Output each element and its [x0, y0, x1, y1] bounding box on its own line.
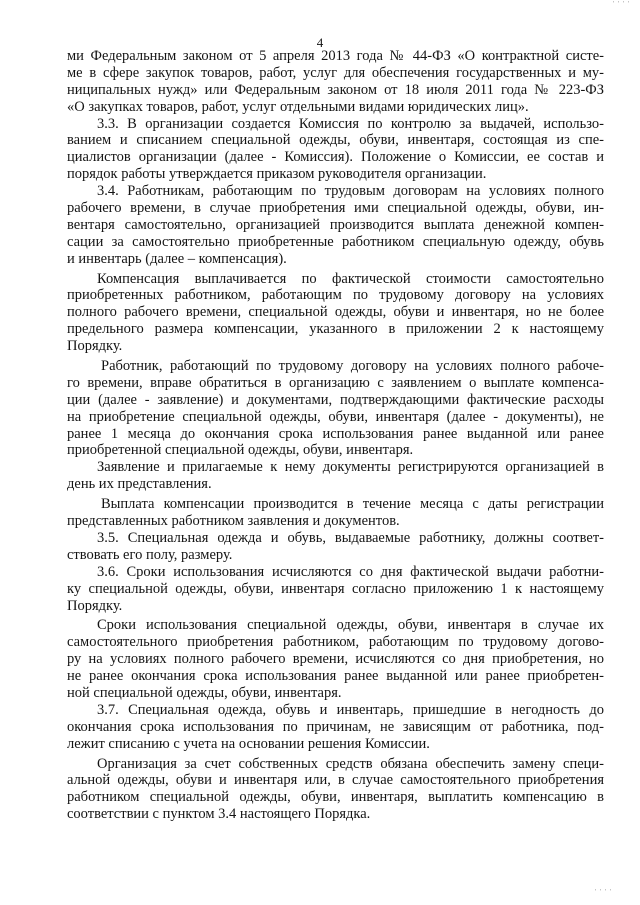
text-line: лежит списанию с учета на основании решения Комиссии.	[67, 735, 430, 752]
text-line: не ранее окончания срока использования ранее выданной или ранее приобретен-	[67, 668, 604, 685]
page-number: 4	[316, 35, 324, 50]
text-line: ми Федеральным законом от 5 апреля 2013 года № 44-ФЗ «О контрактной систе-	[67, 48, 604, 64]
text-line: работником специальной одежды, обуви, инвентаря, выплатить компенсацию в	[67, 789, 604, 806]
text-line: ствовать его полу, размеру.	[67, 546, 233, 563]
text-line: приобретенных работником, работающим по трудовому договору на условиях	[67, 287, 604, 304]
paragraph-payment-term	[67, 496, 604, 530]
text-line: представленных работником заявления и документов.	[67, 513, 400, 530]
text-line: самостоятельного приобретения работником, работающим по трудовому догово-	[67, 634, 604, 651]
text-line: циалистов организации (далее - Комиссия). Положение о Комиссии, ее состав и	[67, 149, 604, 166]
corner-scan-mark: ' ' ' '	[594, 888, 612, 896]
text-line: предельного размера компенсации, указанного в приложении 2 к настоящему	[67, 321, 604, 338]
paragraph-3-5	[67, 530, 604, 564]
text-line: ниципальных нужд» или Федеральным законом от 18 июля 2011 года № 223-ФЗ	[67, 81, 604, 98]
text-line: Порядку.	[67, 597, 123, 614]
paragraph-usage-terms	[67, 617, 604, 701]
text-line: окончания срока использования по причинам, не зависящим от работника, под-	[67, 718, 604, 735]
paragraph-continuation	[67, 48, 604, 116]
text-line: «О закупках товаров, работ, услуг отдельными видами юридических лиц».	[67, 98, 529, 115]
paragraph-replacement	[67, 756, 604, 824]
text-line: ции (далее - заявление) и документами, подтверждающими фактические расходы	[67, 391, 604, 408]
document-body	[67, 48, 604, 823]
text-line: альной одежды, обуви и инвентаря или, в случае самостоятельного приобретения	[67, 772, 604, 789]
text-line: вентаря самостоятельно, организацией производится выплата денежной компен-	[67, 216, 604, 233]
paragraph-3-6	[67, 564, 604, 615]
text-line: на приобретение специальной одежды, обуви, инвентаря (далее - документы), не	[67, 408, 604, 425]
paragraph-compensation	[67, 271, 604, 355]
text-line: порядок работы утверждается приказом руководителя организации.	[67, 166, 487, 183]
text-line: ку специальной одежды, обуви, инвентаря согласно приложению 1 к настоящему	[67, 580, 604, 597]
text-line: и инвентарь (далее – компенсация).	[67, 250, 287, 267]
text-line: Работник, работающий по трудовому договору на условиях полного рабоче-	[101, 358, 604, 375]
text-line: 3.6. Сроки использования исчисляются со дня фактической выдачи работни-	[97, 563, 604, 580]
text-line: рабочего времени, в случае приобретения ими специальной одежды, обуви, ин-	[67, 200, 604, 217]
text-line: ме в сфере закупок товаров, работ, услуг для обеспечения государственных и му-	[67, 64, 604, 81]
text-line: 3.4. Работникам, работающим по трудовым договорам на условиях полного	[97, 183, 604, 200]
paragraph-employee-application	[67, 358, 604, 459]
text-line: Порядку.	[67, 338, 123, 355]
text-line: ру на условиях полного рабочего времени, исчисляются со дня приобретения, но	[67, 651, 604, 668]
paragraph-registration	[67, 459, 604, 493]
text-line: 3.5. Специальная одежда и обувь, выдаваемые работнику, должны соответ-	[97, 529, 604, 546]
text-line: ванием и списанием специальной одежды, обуви, инвентаря, состоящая из спе-	[67, 132, 604, 149]
text-line: Выплата компенсации производится в течение месяца с даты регистрации	[101, 496, 604, 513]
text-line: 3.7. Специальная одежда, обувь и инвентарь, пришедшие в негодность до	[97, 701, 604, 718]
text-line: день их представления.	[67, 476, 212, 493]
paragraph-3-7	[67, 702, 604, 753]
text-line: Организация за счет собственных средств обязана обеспечить замену специ-	[97, 755, 604, 772]
text-line: сации за самостоятельно приобретенные работником специальную одежду, обувь	[67, 233, 604, 250]
text-line: го времени, вправе обратиться в организацию с заявлением о выплате компенса-	[67, 374, 604, 391]
paragraph-3-4	[67, 183, 604, 267]
paragraph-3-3	[67, 116, 604, 184]
text-line: 3.3. В организации создается Комиссия по контролю за выдачей, использо-	[97, 115, 604, 132]
text-line: полного рабочего времени, специальной одежды, обуви и инвентаря, но не более	[67, 304, 604, 321]
text-line: Сроки использования специальной одежды, обуви, инвентаря в случае их	[97, 617, 604, 634]
text-line: приобретенной специальной одежды, обуви, инвентаря.	[67, 442, 414, 459]
text-line: ранее 1 месяца до окончания срока использования ранее выданной или ранее	[67, 425, 604, 442]
text-line: Заявление и прилагаемые к нему документы регистрируются организацией в	[97, 459, 604, 476]
text-line: Компенсация выплачивается по фактической стоимости самостоятельно	[97, 270, 604, 287]
corner-scan-mark: ' ' ' '	[612, 0, 630, 8]
text-line: соответствии с пунктом 3.4 настоящего Порядка.	[67, 806, 371, 823]
text-line: ной специальной одежды, обуви, инвентаря.	[67, 684, 342, 701]
